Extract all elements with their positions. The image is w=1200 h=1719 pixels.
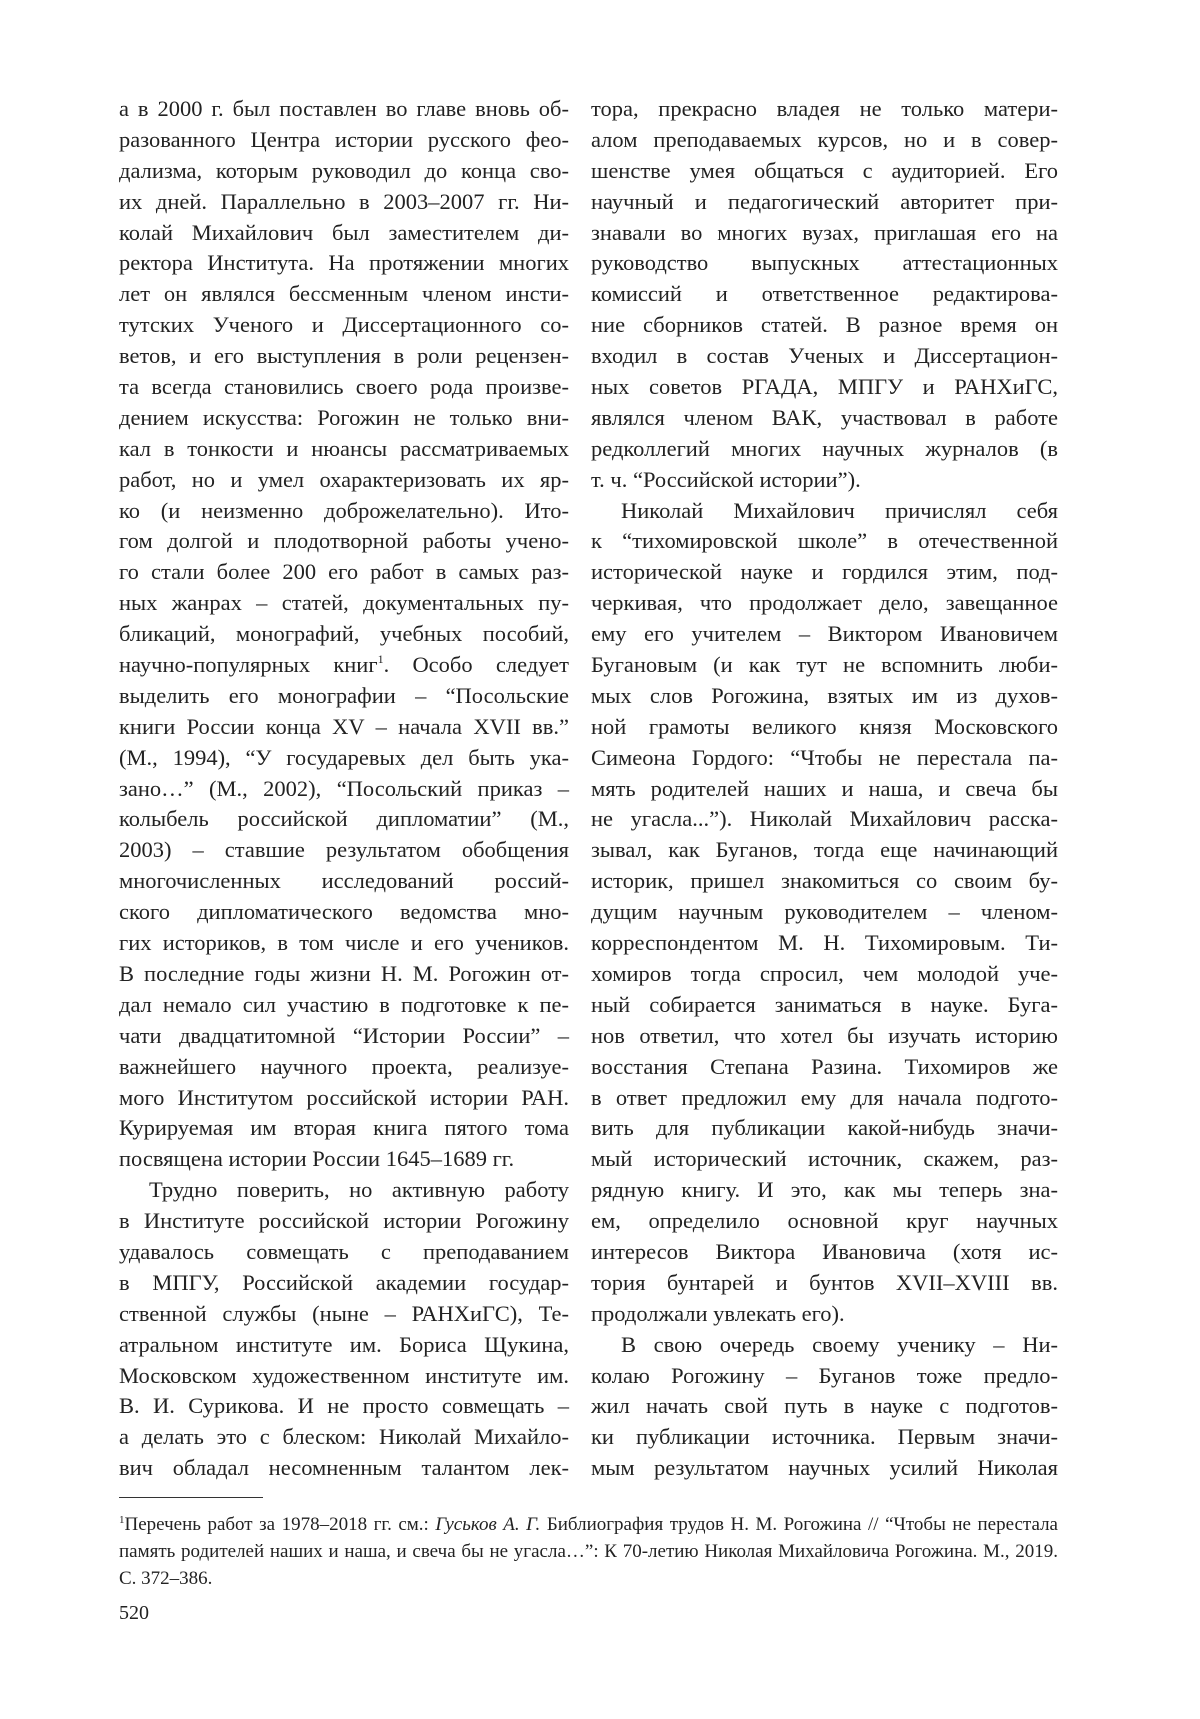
text-line: многочисленных исследований россий- xyxy=(119,868,569,894)
text-line: руководство выпускных аттестационных xyxy=(591,250,1058,276)
text-line: В свою очередь своему ученику – Ни- xyxy=(621,1331,1058,1357)
text-line: лет он являлся бессменным членом инсти- xyxy=(119,281,569,307)
text-line: черкивая, что продолжает дело, завещанное xyxy=(591,590,1058,616)
text-line: ной грамоты великого князя Московского xyxy=(591,713,1058,739)
footnote-number: 1 xyxy=(119,1514,125,1526)
text-line: 2003) – ставшие результатом обобщения xyxy=(119,837,569,863)
left-column xyxy=(119,94,569,1484)
text-line: Николай Михайлович причислял себя xyxy=(621,497,1058,523)
text-line: в МПГУ, Российской академии государ- xyxy=(119,1269,569,1295)
text-line: восстания Степана Разина. Тихомиров же xyxy=(591,1053,1058,1079)
footnote-divider xyxy=(119,1497,263,1498)
text-line: та всегда становились своего рода произве- xyxy=(119,374,569,400)
text-line xyxy=(119,650,569,681)
text-line: вич обладал несомненным талантом лек- xyxy=(119,1455,569,1481)
text-line: жил начать свой путь в науке с подготов- xyxy=(591,1393,1058,1419)
text-line: ского дипломатического ведомства мно- xyxy=(119,899,569,925)
text-line: нов ответил, что хотел бы изучать историю xyxy=(591,1022,1058,1048)
page-number: 520 xyxy=(119,1602,149,1624)
text-line: научный и педагогический авторитет при- xyxy=(591,188,1058,214)
text-line: ние сборников статей. В разное время он xyxy=(591,312,1058,338)
text-line: гом долгой и плодотворной работы учено- xyxy=(119,528,569,554)
text-line: бликаций, монографий, учебных пособий, xyxy=(119,621,569,647)
text-line: шенстве умея общаться с аудиторией. Его xyxy=(591,157,1058,183)
right-column xyxy=(591,94,1058,1484)
text-line: ки публикации источника. Первым значи- xyxy=(591,1424,1058,1450)
text-line: а в 2000 г. был поставлен во главе вновь об- xyxy=(119,96,569,121)
footnote-text: Библиография трудов Н. М. Рогожина // “Чтобы не перестала память родителей наших и наша, и свеча бы не угасла…”: К 70-летию Николая Михайловича Рогожина. М., 2019. С. 372–386. xyxy=(119,1514,1058,1589)
text-line: разованного Центра истории русского фео- xyxy=(119,126,569,152)
text-line: ных жанрах – статей, документальных пу- xyxy=(119,590,569,616)
text-line: го стали более 200 его работ в самых раз- xyxy=(119,559,569,585)
text-line: колай Михайлович был заместителем ди- xyxy=(119,219,569,245)
text-line: исторической науке и гордился этим, под- xyxy=(591,559,1058,585)
text-line: корреспондентом М. Н. Тихомировым. Ти- xyxy=(591,930,1058,956)
text-line: важнейшего научного проекта, реализуе- xyxy=(119,1053,569,1079)
text-line: дализма, которым руководил до конца сво- xyxy=(119,157,569,183)
text-line: ных советов РГАДА, МПГУ и РАНХиГС, xyxy=(591,374,1058,400)
text-line: а делать это с блеском: Николай Михайло- xyxy=(119,1424,569,1450)
text-line: выделить его монографии – “Посольские xyxy=(119,682,569,708)
text-line: алом преподаваемых курсов, но и в совер- xyxy=(591,126,1058,152)
text-line: т. ч. “Российской истории”). xyxy=(591,466,861,492)
text-line: в Институте российской истории Рогожину xyxy=(119,1208,569,1234)
text-line: рядную книгу. И это, как мы теперь зна- xyxy=(591,1177,1058,1203)
text-line: тора, прекрасно владея не только матери- xyxy=(591,96,1058,121)
text-line: книги России конца XV – начала XVII вв.” xyxy=(119,713,569,739)
text-line: ему его учителем – Виктором Ивановичем xyxy=(591,621,1058,647)
footnote-author: Гуськов А. Г. xyxy=(435,1514,541,1535)
text-segment: . Особо следует xyxy=(383,652,569,678)
text-line: Трудно поверить, но активную работу xyxy=(149,1177,569,1203)
text-line: Московском художественном институте им. xyxy=(119,1362,569,1388)
text-line: их дней. Параллельно в 2003–2007 гг. Ни- xyxy=(119,188,569,214)
text-line: посвящена истории России 1645–1689 гг. xyxy=(119,1146,515,1172)
text-line: атральном институте им. Бориса Щукина, xyxy=(119,1331,569,1357)
text-line: знавали во многих вузах, приглашая его на xyxy=(591,219,1058,245)
text-line: Курируемая им вторая книга пятого тома xyxy=(119,1115,569,1141)
text-line: колаю Рогожину – Буганов тоже предло- xyxy=(591,1362,1058,1388)
text-line: продолжали увлекать его). xyxy=(591,1300,845,1326)
text-line: Бугановым (и как тут не вспомнить люби- xyxy=(591,652,1058,678)
text-segment: научно-популярных книг xyxy=(119,652,378,678)
text-line: не угасла...”). Николай Михайлович расска- xyxy=(591,806,1058,832)
text-line: являлся членом ВАК, участвовал в работе xyxy=(591,404,1058,430)
text-line: В. И. Сурикова. И не просто совмещать – xyxy=(119,1393,569,1419)
text-line: кал в тонкости и нюансы рассматриваемых xyxy=(119,435,569,461)
text-line: колыбель российской дипломатии” (М., xyxy=(119,806,569,832)
text-line: мым результатом научных усилий Николая xyxy=(591,1455,1058,1481)
text-line: вить для публикации какой-нибудь значи- xyxy=(591,1115,1058,1141)
text-line: зано…” (М., 2002), “Посольский приказ – xyxy=(119,775,569,801)
text-line: дущим научным руководителем – членом- xyxy=(591,899,1058,925)
text-line: ветов, и его выступления в роли рецензен- xyxy=(119,343,569,369)
text-line: мых слов Рогожина, взятых им из духов- xyxy=(591,682,1058,708)
text-line: ный собирается заниматься в науке. Буга- xyxy=(591,991,1058,1017)
text-line: историк, пришел знакомиться со своим бу- xyxy=(591,868,1058,894)
text-line: редколлегий многих научных журналов (в xyxy=(591,435,1058,461)
text-line: мый исторический источник, скажем, раз- xyxy=(591,1146,1058,1172)
text-line: тория бунтарей и бунтов XVII–XVIII вв. xyxy=(591,1269,1058,1295)
text-line: работ, но и умел охарактеризовать их яр- xyxy=(119,466,569,492)
text-line: удавалось совмещать с преподаванием xyxy=(119,1238,569,1264)
text-line: зывал, как Буганов, тогда еще начинающий xyxy=(591,837,1058,863)
text-line: Симеона Гордого: “Чтобы не перестала па- xyxy=(591,744,1058,770)
text-line: мять родителей наших и наша, и свеча бы xyxy=(591,775,1058,801)
footnote xyxy=(119,1511,1058,1592)
text-line: в ответ предложил ему для начала подгото- xyxy=(591,1084,1058,1110)
text-line: дал немало сил участию в подготовке к пе- xyxy=(119,991,569,1017)
text-line: чати двадцатитомной “Истории России” – xyxy=(119,1022,569,1048)
text-line: ственной службы (ныне – РАНХиГС), Те- xyxy=(119,1300,569,1326)
footnote-text: Перечень работ за 1978–2018 гг. см.: xyxy=(124,1514,436,1535)
text-line: хомиров тогда спросил, чем молодой уче- xyxy=(591,960,1058,986)
text-line: ем, определило основной круг научных xyxy=(591,1208,1058,1234)
footnote-reference[interactable]: 1 xyxy=(377,652,384,667)
text-line: ко (и неизменно доброжелательно). Ито- xyxy=(119,497,569,523)
text-line: мого Институтом российской истории РАН. xyxy=(119,1084,569,1110)
text-line: В последние годы жизни Н. М. Рогожин от- xyxy=(119,960,569,986)
text-line: гих историков, в том числе и его учеников. xyxy=(119,930,569,956)
text-line: к “тихомировской школе” в отечественной xyxy=(591,528,1058,554)
text-line: комиссий и ответственное редактирова- xyxy=(591,281,1058,307)
text-line: ректора Института. На протяжении многих xyxy=(119,250,569,276)
text-line: тутских Ученого и Диссертационного со- xyxy=(119,312,569,338)
text-line: входил в состав Ученых и Диссертацион- xyxy=(591,343,1058,369)
text-line: (М., 1994), “У государевых дел быть ука- xyxy=(119,744,569,770)
text-line: дением искусства: Рогожин не только вни- xyxy=(119,404,569,430)
text-line: интересов Виктора Ивановича (хотя ис- xyxy=(591,1238,1058,1264)
